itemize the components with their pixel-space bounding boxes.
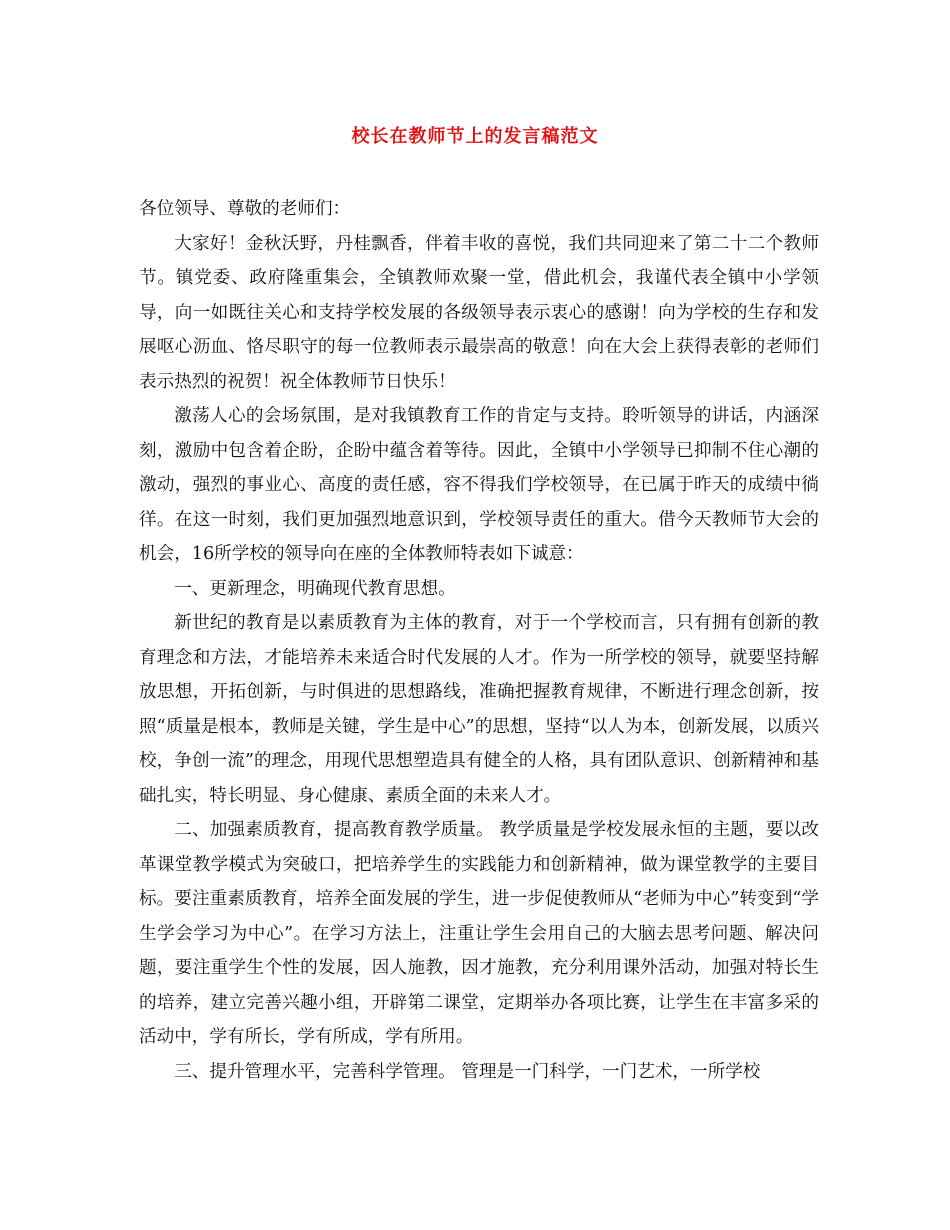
heading-point-one: 一、更新理念，明确现代教育思想。 [174,578,456,599]
paragraph-point-one: 新世纪的教育是以素质教育为主体的教育，对于一个学校而言，只有拥有创新的教育理念和方法，才能培养未来适合时代发展的人才。作为一所学校的领导，就要坚持解放思想，开拓创新，与时俱进的思想路线，准确把握教育规律，不断进行理念创新，按照“质量是根本，教师是关键，学生是中心”的思想，坚持“以人为本，创新发展，以质兴校，争创一流”的理念，用现代思想塑造具有健全的人格，具有团队意识、创新精神和基础扎实，特长明显、身心健康、素质全面的未来人才。 [139,613,819,806]
paragraph-point-two: 二、加强素质教育，提高教育教学质量。 教学质量是学校发展永恒的主题，要以改革课堂教学模式为突破口，把培养学生的实践能力和创新精神，做为课堂教学的主要目标。要注重素质教育，培养全面发展的学生，进一步促使教师从“老师为中心”转变到“学生学会学习为中心”。在学习方法上，注重让学生会用自己的大脑去思考问题、解决问题，要注重学生个性的发展，因人施教，因才施教，充分利用课外活动，加强对特长生的培养，建立完善兴趣小组，开辟第二课堂，定期举办各项比赛，让学生在丰富多采的活动中，学有所长，学有所成，学有所用。 [139,820,819,1047]
paragraph-atmosphere: 激荡人心的会场氛围，是对我镇教育工作的肯定与支持。聆听领导的讲话，内涵深刻，激励中包含着企盼，企盼中蕴含着等待。因此，全镇中小学领导已抑制不住心潮的激动，强烈的事业心、高度的责任感，容不得我们学校领导，在已属于昨天的成绩中徜徉。在这一时刻，我们更加强烈地意识到，学校领导责任的重大。借今天教师节大会的机会，16所学校的领导向在座的全体教师特表如下诚意： [139,406,819,564]
document-title: 校长在教师节上的发言稿范文 [351,126,599,147]
salutation: 各位领导、尊敬的老师们： [139,199,351,219]
paragraph-point-three: 三、提升管理水平，完善科学管理。 管理是一门科学，一门艺术，一所学校 [174,1061,761,1082]
paragraph-greeting: 大家好！金秋沃野，丹桂飘香，伴着丰收的喜悦，我们共同迎来了第二十二个教师节。镇党委、政府隆重集会，全镇教师欢聚一堂，借此机会，我谨代表全镇中小学领导，向一如既往关心和支持学校发展的各级领导表示衷心的感谢！向为学校的生存和发展呕心沥血、恪尽职守的每一位教师表示最崇高的敬意！向在大会上获得表彰的老师们表示热烈的祝贺！祝全体教师节日快乐！ [139,233,819,392]
document-body [139,192,819,1089]
